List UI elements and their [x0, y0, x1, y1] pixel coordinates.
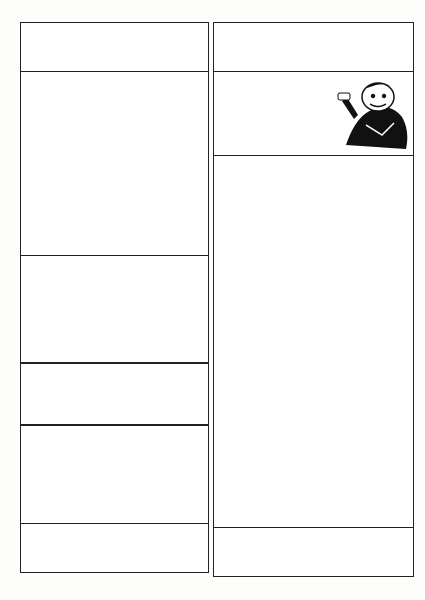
divider — [21, 71, 208, 72]
cartoon-illustration — [336, 75, 411, 153]
copyright-box — [20, 363, 209, 425]
divider — [21, 523, 208, 524]
nb-box — [213, 527, 414, 577]
production-box — [20, 425, 209, 573]
divider — [214, 155, 413, 156]
contents-box — [20, 22, 209, 260]
benefits-box — [20, 255, 209, 363]
helpline-box — [213, 22, 414, 577]
divider — [214, 71, 413, 72]
